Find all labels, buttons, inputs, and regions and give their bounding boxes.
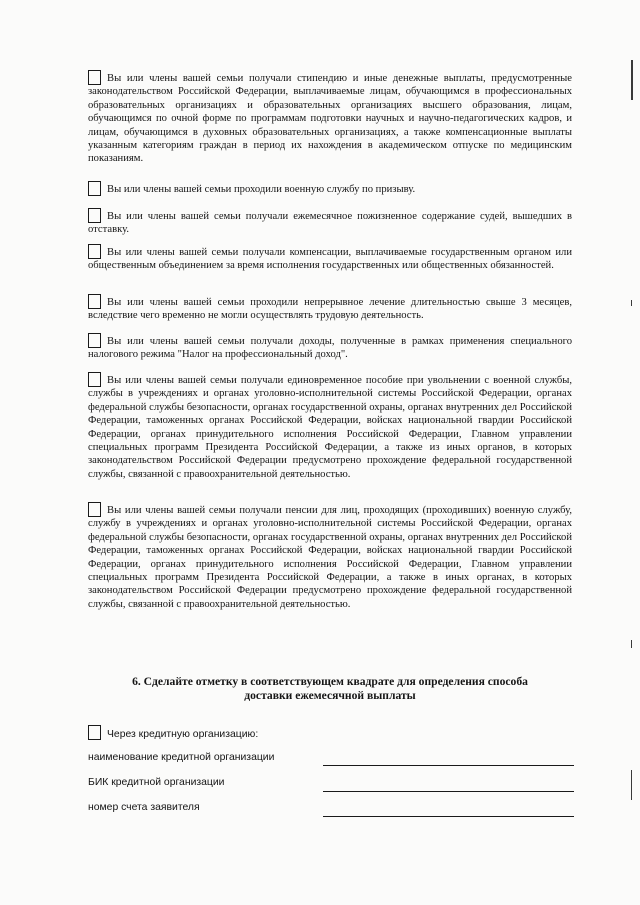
scan-edge-mark	[631, 640, 632, 648]
item-service-pension	[88, 502, 572, 611]
item-military-conscription-text: Вы или члены вашей семьи проходили военную службу по призыву.	[107, 184, 416, 195]
bik-label: БИК кредитной организации	[88, 777, 225, 788]
checkbox-stipend[interactable]	[88, 70, 101, 85]
item-stipend	[88, 70, 572, 166]
checkbox-service-pension[interactable]	[88, 502, 101, 517]
scan-edge-mark	[631, 770, 632, 800]
section-6-heading	[88, 675, 572, 703]
scan-edge-mark	[631, 300, 632, 306]
item-discharge-allowance-text: Вы или члены вашей семьи получали единовременное пособие при увольнении с военной службы, службы в учреждениях и органах уголовно-исполнительной системы Российской Федерации, органах федеральной службы безопасности, органах государственной охраны, органах внутренних дел Российской Федерации, таможенных органах Российской Федерации, войсках национальной гвардии Российской Федерации, органах принудительного исполнения Российской Федерации, Главном управлении специальных программ Президента Российской Федерации, а также из иных органов, в которых законодательством Российской Федерации предусмотрено прохождение федеральной государственной службы, связанной с правоохранительной деятельностью.	[88, 375, 572, 480]
item-public-duties-compensation	[88, 244, 572, 273]
account-number-field[interactable]	[323, 816, 574, 817]
item-judges-allowance-text: Вы или члены вашей семьи получали ежемесячное пожизненное содержание судей, вышедших в отставку.	[88, 211, 572, 236]
item-discharge-allowance	[88, 372, 572, 481]
scan-edge-mark	[631, 60, 633, 100]
checkbox-public-duties-compensation[interactable]	[88, 244, 101, 259]
account-number-label: номер счета заявителя	[88, 802, 200, 813]
checkbox-military-conscription[interactable]	[88, 181, 101, 196]
item-self-employed-tax	[88, 333, 572, 362]
checkbox-long-treatment[interactable]	[88, 294, 101, 309]
section-6-heading-line1: 6. Сделайте отметку в соответствующем квадрате для определения способа	[132, 675, 528, 688]
item-long-treatment	[88, 294, 572, 323]
delivery-option-credit-org-label: Через кредитную организацию:	[107, 729, 259, 740]
item-public-duties-compensation-text: Вы или члены вашей семьи получали компенсации, выплачиваемые государственным органом или общественным объединением за время исполнения государственных или общественных обязанностей.	[88, 247, 572, 272]
checkbox-self-employed-tax[interactable]	[88, 333, 101, 348]
bank-name-field[interactable]	[323, 765, 574, 766]
checkbox-credit-org[interactable]	[88, 725, 101, 740]
checkbox-discharge-allowance[interactable]	[88, 372, 101, 387]
item-stipend-text: Вы или члены вашей семьи получали стипендию и иные денежные выплаты, предусмотренные законодательством Российской Федерации, выплачиваемые лицам, обучающимся в профессиональных образовательных организациях и образовательных организациях высшего образования, лицам, обучающимся по очной форме по программам подготовки научных и научно-педагогических кадров, и лицам, обучающимся в духовных образовательных организациях, а также компенсационные выплаты указанным категориям граждан в период их нахождения в академическом отпуске по медицинским показаниям.	[88, 73, 572, 165]
item-service-pension-text: Вы или члены вашей семьи получали пенсии для лиц, проходящих (проходивших) военную службу, службу в учреждениях и органах уголовно-исполнительной системы Российской Федерации, органах федеральной службы безопасности, органах государственной охраны, органах внутренних дел Российской Федерации, таможенных органах Российской Федерации, войсках национальной гвардии Российской Федерации, органах принудительного исполнения Российской Федерации, Главном управлении специальных программ Президента Российской Федерации, а также в иных органах, в которых законодательством Российской Федерации предусмотрено прохождение федеральной государственной службы, связанной с правоохранительной деятельностью.	[88, 505, 572, 610]
delivery-option-credit-org	[88, 725, 258, 740]
section-6-heading-line2: доставки ежемесячной выплаты	[244, 689, 416, 702]
item-judges-allowance	[88, 208, 572, 237]
bik-field[interactable]	[323, 791, 574, 792]
item-military-conscription	[88, 181, 572, 196]
bank-name-label: наименование кредитной организации	[88, 752, 275, 763]
checkbox-judges-allowance[interactable]	[88, 208, 101, 223]
item-long-treatment-text: Вы или члены вашей семьи проходили непрерывное лечение длительностью свыше 3 месяцев, вследствие чего временно не могли осуществлять трудовую деятельность.	[88, 297, 572, 322]
item-self-employed-tax-text: Вы или члены вашей семьи получали доходы, полученные в рамках применения специального налогового режима "Налог на профессиональный доход".	[88, 336, 572, 361]
